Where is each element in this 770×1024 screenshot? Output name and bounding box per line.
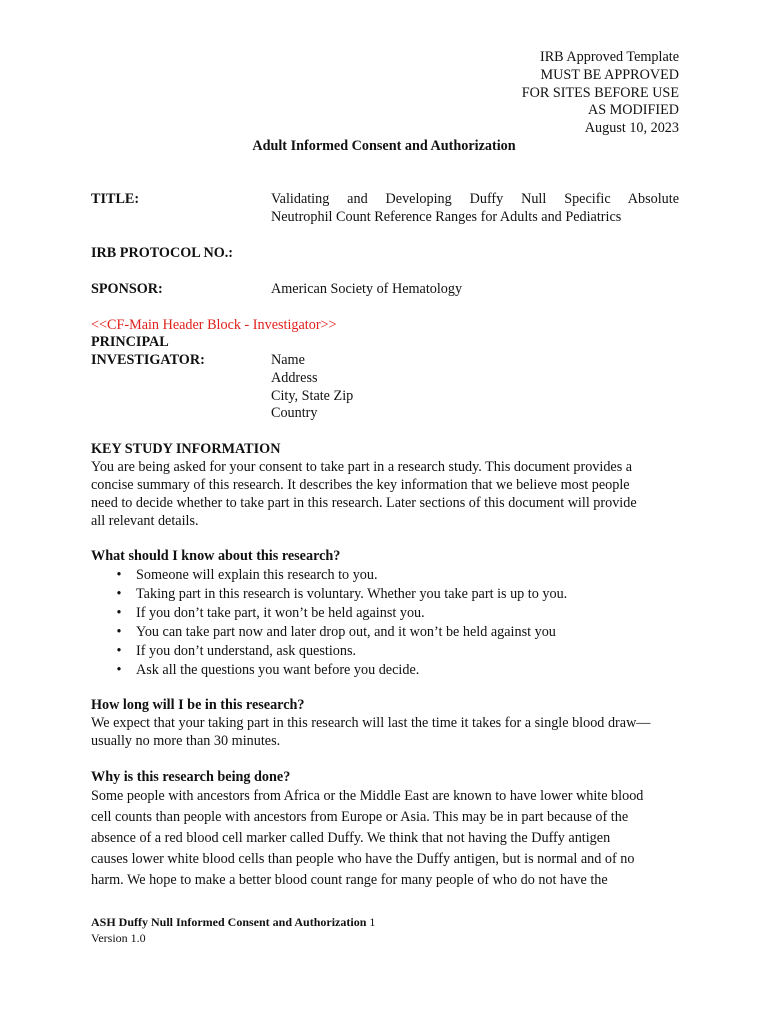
study-title	[271, 190, 679, 226]
how-long-heading: How long will I be in this research?	[91, 697, 305, 713]
why-line: harm. We hope to make a better blood count range for many people of who do not have the	[91, 872, 608, 888]
key-info-line: all relevant details.	[91, 513, 199, 529]
footer-page-number: 1	[369, 915, 376, 929]
bullet-icon: •	[116, 662, 122, 678]
list-item-text: If you don’t take part, it won’t be held against you.	[136, 605, 425, 621]
why-line: absence of a red blood cell marker called Duffy. We think that not having the Duffy antigen	[91, 830, 611, 846]
why-body	[91, 786, 681, 891]
what-to-know-list	[91, 566, 681, 680]
what-to-know-section	[91, 547, 681, 680]
list-item-text: Taking part in this research is voluntary. Whether you take part is up to you.	[136, 586, 568, 602]
title-label: TITLE:	[91, 191, 140, 207]
list-item-text: If you don’t understand, ask questions.	[136, 643, 357, 659]
bullet-icon: •	[116, 643, 122, 659]
list-item	[91, 623, 681, 642]
why-heading: Why is this research being done?	[91, 769, 291, 785]
irb-line: FOR SITES BEFORE USE	[521, 84, 679, 101]
key-info-line: concise summary of this research. It describes the key information that we believe most people	[91, 477, 630, 493]
how-long-section	[91, 696, 681, 750]
what-to-know-heading: What should I know about this research?	[91, 548, 341, 564]
footer-title: ASH Duffy Null Informed Consent and Authorization	[91, 915, 367, 929]
irb-approval-block	[419, 48, 679, 137]
why-section	[91, 768, 681, 891]
key-study-info-section	[91, 440, 681, 530]
list-item	[91, 604, 681, 623]
pi-name: Name	[271, 352, 305, 368]
pi-country: Country	[271, 405, 318, 422]
sponsor-label: SPONSOR:	[91, 281, 163, 297]
why-line: Some people with ancestors from Africa or the Middle East are known to have lower white blood	[91, 788, 644, 804]
list-item-text: You can take part now and later drop out, and it won’t be held against you	[136, 624, 556, 640]
pi-label-line1: PRINCIPAL	[91, 334, 169, 350]
list-item	[91, 585, 681, 604]
pi-address: Address	[271, 369, 318, 386]
list-item	[91, 566, 681, 585]
bullet-icon: •	[116, 586, 122, 602]
irb-line: IRB Approved Template	[539, 49, 679, 65]
bullet-icon: •	[116, 624, 122, 640]
bullet-icon: •	[116, 567, 122, 583]
list-item-text: Ask all the questions you want before you decide.	[136, 662, 420, 678]
how-long-line: We expect that your taking part in this research will last the time it takes for a single blood draw—	[91, 715, 651, 731]
irb-line: AS MODIFIED	[587, 102, 679, 119]
footer-version: Version 1.0	[91, 931, 146, 945]
investigator-header-placeholder: <<CF-Main Header Block - Investigator>>	[91, 317, 337, 333]
irb-line: MUST BE APPROVED	[540, 66, 679, 83]
key-info-line: need to decide whether to take part in this research. Later sections of this document will provide	[91, 495, 637, 511]
how-long-line: usually no more than 30 minutes.	[91, 733, 281, 749]
key-info-line: You are being asked for your consent to take part in a research study. This document provides a	[91, 459, 633, 475]
pi-city-state-zip: City, State Zip	[271, 387, 354, 404]
page-footer	[91, 914, 375, 946]
list-item-text: Someone will explain this research to you.	[136, 567, 378, 583]
why-line: cell counts than people with ancestors from Europe or Asia. This may be in part because of the	[91, 809, 629, 825]
bullet-icon: •	[116, 605, 122, 621]
key-study-info-heading: KEY STUDY INFORMATION	[91, 441, 281, 457]
pi-label-line2: INVESTIGATOR:	[91, 352, 205, 368]
pi-contact-block	[271, 351, 679, 422]
protocol-label: IRB PROTOCOL NO.:	[91, 245, 234, 261]
sponsor-value: American Society of Hematology	[271, 281, 463, 297]
irb-date: August 10, 2023	[584, 120, 679, 137]
study-title-line: Neutrophil Count Reference Ranges for Adults and Pediatrics	[271, 209, 622, 225]
why-line: causes lower white blood cells than people who have the Duffy antigen, but is normal and of no	[91, 851, 635, 867]
study-title-line: Validating and Developing Duffy Null Specific Absolute	[271, 191, 679, 207]
document-title	[0, 137, 770, 155]
list-item	[91, 642, 681, 661]
document-title-text: Adult Informed Consent and Authorization	[252, 138, 516, 154]
list-item	[91, 661, 681, 680]
